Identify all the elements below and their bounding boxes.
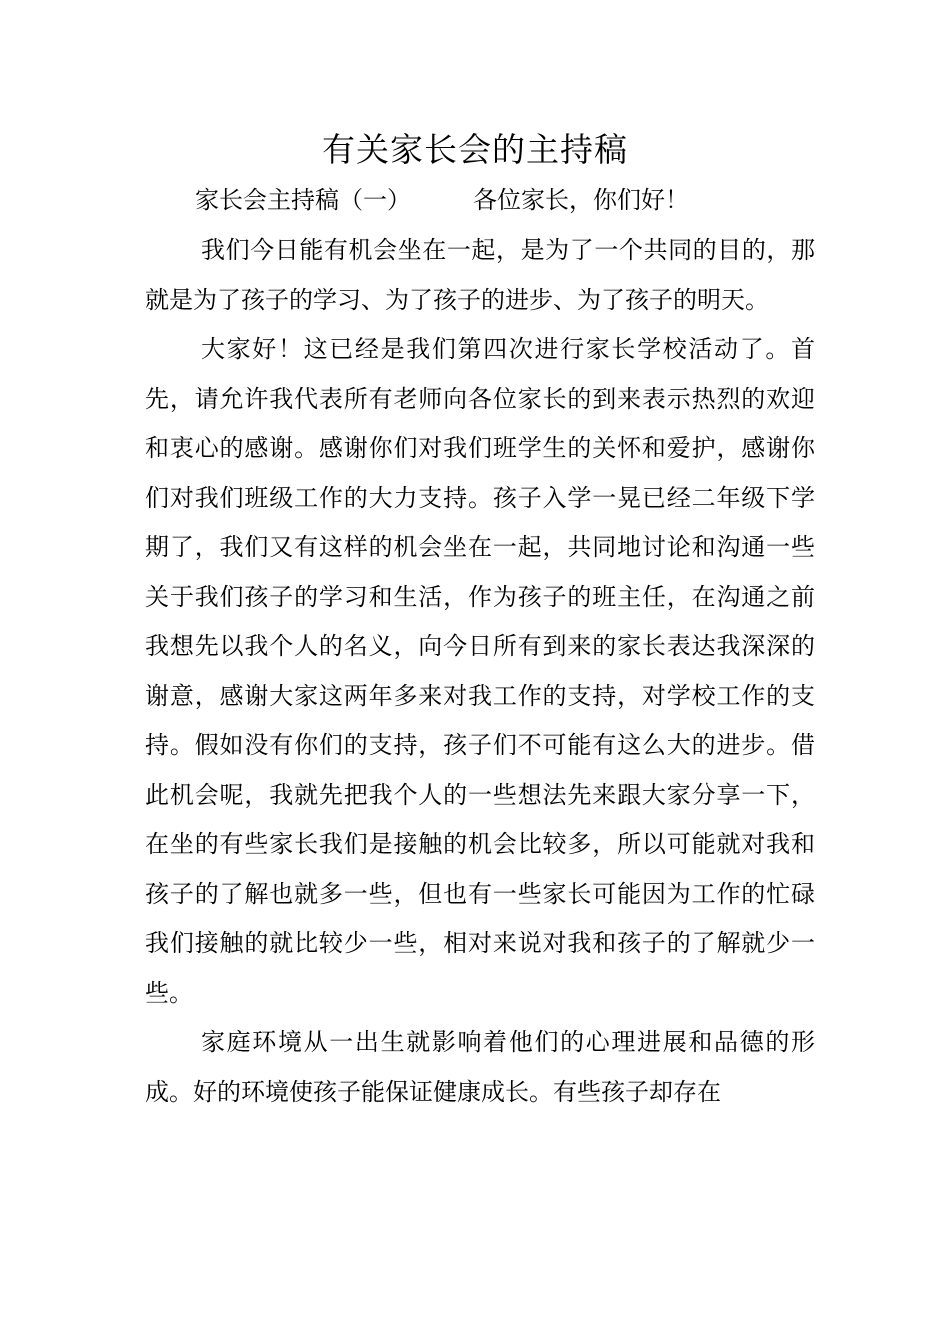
paragraph-3: 家庭环境从一出生就影响着他们的心理进展和品德的形成。好的环境使孩子能保证健康成长。有些孩子却存在 (145, 1028, 815, 1106)
section-heading: 家长会主持稿（一） (195, 186, 411, 214)
subtitle-line (195, 182, 689, 218)
paragraph-2: 大家好！这已经是我们第四次进行家长学校活动了。首先，请允许我代表所有老师向各位家长的到来表示热烈的欢迎和衷心的感谢。感谢你们对我们班学生的关怀和爱护，感谢你们对我们班级工作的大力支持。孩子入学一晃已经二年级下学期了，我们又有这样的机会坐在一起，共同地讨论和沟通一些关于我们孩子的学习和生活，作为孩子的班主任，在沟通之前我想先以我个人的名义，向今日所有到来的家长表达我深深的谢意，感谢大家这两年多来对我工作的支持，对学校工作的支持。假如没有你们的支持，孩子们不可能有这么大的进步。借此机会呢，我就先把我个人的一些想法先来跟大家分享一下，在坐的有些家长我们是接触的机会比较多，所以可能就对我和孩子的了解也就多一些，但也有一些家长可能因为工作的忙碌我们接触的就比较少一些，相对来说对我和孩子的了解就少一些。 (145, 335, 815, 1007)
greeting-text: 各位家长，你们好！ (473, 186, 689, 214)
document-title: 有关家长会的主持稿 (322, 130, 628, 169)
document-body (145, 226, 815, 1117)
paragraph-1: 我们今日能有机会坐在一起，是为了一个共同的目的，那就是为了孩子的学习、为了孩子的进步、为了孩子的明天。 (145, 236, 815, 314)
